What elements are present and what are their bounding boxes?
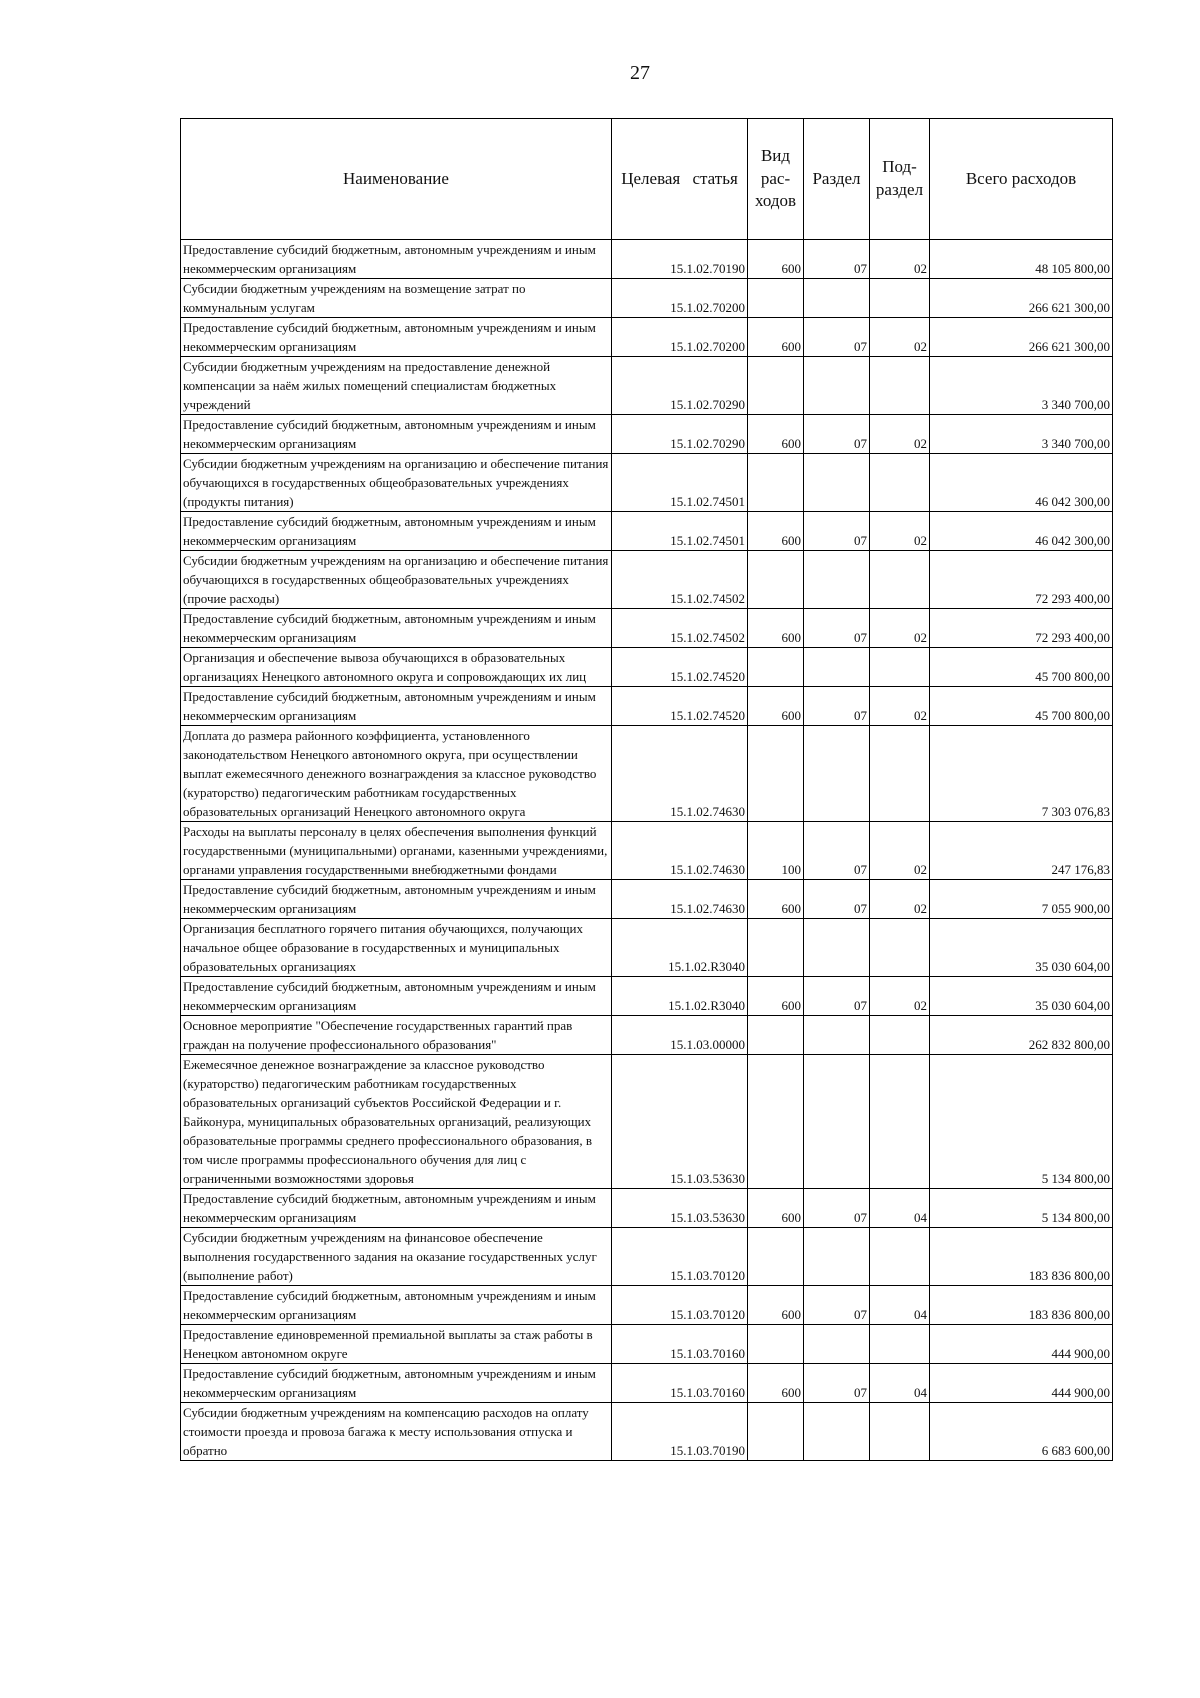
row-name: Расходы на выплаты персоналу в целях обеспечения выполнения функций государственными (муниципальными) органами, казенными учреждениями, органами управления государственными внебюджетными фондами [181,822,612,880]
row-name: Ежемесячное денежное вознаграждение за классное руководство (кураторство) педагогическим работникам государственных образовательных организаций субъектов Российской Федерации и г. Байконура, муниципальных образовательных организаций, реализующих образовательные программы среднего профессионального образования, в том числе программы профессионального обучения для лиц с ограниченными возможностями здоровья [181,1055,612,1189]
table-row [181,357,1113,415]
table-body [181,240,1113,1461]
header-expense-kind: Вид рас- ходов [748,119,804,240]
row-subsection: 02 [870,977,930,1016]
row-section: 07 [804,1189,870,1228]
row-name: Предоставление субсидий бюджетным, автономным учреждениям и иным некоммерческим организациям [181,687,612,726]
row-subsection: 04 [870,1364,930,1403]
row-target-code: 15.1.02.70200 [612,318,748,357]
table-row [181,880,1113,919]
row-subsection [870,1325,930,1364]
row-subsection [870,1228,930,1286]
row-total: 183 836 800,00 [930,1228,1113,1286]
row-target-code: 15.1.03.00000 [612,1016,748,1055]
row-total: 183 836 800,00 [930,1286,1113,1325]
row-name: Основное мероприятие "Обеспечение государственных гарантий прав граждан на получение профессионального образования" [181,1016,612,1055]
table-row [181,977,1113,1016]
row-subsection [870,648,930,687]
row-name: Предоставление субсидий бюджетным, автономным учреждениям и иным некоммерческим организациям [181,318,612,357]
row-expense-kind: 600 [748,512,804,551]
row-subsection: 02 [870,687,930,726]
header-total: Всего расходов [930,119,1113,240]
row-total: 444 900,00 [930,1364,1113,1403]
row-expense-kind [748,726,804,822]
row-total: 45 700 800,00 [930,687,1113,726]
row-section: 07 [804,240,870,279]
row-section [804,1228,870,1286]
row-name: Предоставление субсидий бюджетным, автономным учреждениям и иным некоммерческим организациям [181,240,612,279]
row-target-code: 15.1.02.70190 [612,240,748,279]
row-expense-kind [748,279,804,318]
row-expense-kind: 600 [748,687,804,726]
row-name: Предоставление единовременной премиальной выплаты за стаж работы в Ненецком автономном округе [181,1325,612,1364]
row-name: Предоставление субсидий бюджетным, автономным учреждениям и иным некоммерческим организациям [181,512,612,551]
row-target-code: 15.1.02.70290 [612,415,748,454]
row-target-code: 15.1.02.74502 [612,609,748,648]
row-target-code: 15.1.03.53630 [612,1055,748,1189]
row-section: 07 [804,1364,870,1403]
row-expense-kind [748,357,804,415]
row-expense-kind [748,1325,804,1364]
table-row [181,318,1113,357]
row-total: 247 176,83 [930,822,1113,880]
row-section: 07 [804,880,870,919]
row-name: Предоставление субсидий бюджетным, автономным учреждениям и иным некоммерческим организациям [181,977,612,1016]
table-row [181,726,1113,822]
row-section: 07 [804,318,870,357]
row-subsection [870,357,930,415]
row-total: 46 042 300,00 [930,512,1113,551]
row-section: 07 [804,977,870,1016]
table-row [181,1364,1113,1403]
row-subsection [870,551,930,609]
row-expense-kind: 600 [748,1286,804,1325]
row-target-code: 15.1.03.70190 [612,1403,748,1461]
row-target-code: 15.1.03.70120 [612,1228,748,1286]
row-total: 266 621 300,00 [930,279,1113,318]
table-row [181,415,1113,454]
row-section: 07 [804,822,870,880]
row-section [804,551,870,609]
row-name: Предоставление субсидий бюджетным, автономным учреждениям и иным некоммерческим организациям [181,609,612,648]
row-subsection [870,919,930,977]
header-section: Раздел [804,119,870,240]
row-target-code: 15.1.02.R3040 [612,919,748,977]
table-row [181,1228,1113,1286]
table-row [181,454,1113,512]
row-section [804,726,870,822]
row-name: Субсидии бюджетным учреждениям на финансовое обеспечение выполнения государственного задания на оказание государственных услуг (выполнение работ) [181,1228,612,1286]
row-total: 72 293 400,00 [930,551,1113,609]
row-name: Субсидии бюджетным учреждениям на возмещение затрат по коммунальным услугам [181,279,612,318]
row-section: 07 [804,415,870,454]
row-total: 5 134 800,00 [930,1055,1113,1189]
row-subsection [870,1016,930,1055]
row-name: Предоставление субсидий бюджетным, автономным учреждениям и иным некоммерческим организациям [181,415,612,454]
row-total: 46 042 300,00 [930,454,1113,512]
row-total: 35 030 604,00 [930,977,1113,1016]
table-row [181,279,1113,318]
row-section: 07 [804,1286,870,1325]
row-total: 45 700 800,00 [930,648,1113,687]
page-number: 27 [630,62,650,84]
table-row [181,919,1113,977]
row-subsection: 02 [870,512,930,551]
table-row [181,1055,1113,1189]
row-expense-kind: 600 [748,609,804,648]
table-row [181,687,1113,726]
row-section: 07 [804,687,870,726]
table-row [181,609,1113,648]
row-name: Предоставление субсидий бюджетным, автономным учреждениям и иным некоммерческим организациям [181,1189,612,1228]
header-name: Наименование [181,119,612,240]
row-expense-kind [748,551,804,609]
row-expense-kind [748,1055,804,1189]
table-row [181,822,1113,880]
row-total: 266 621 300,00 [930,318,1113,357]
row-name: Организация бесплатного горячего питания обучающихся, получающих начальное общее образование в государственных и муниципальных образовательных организациях [181,919,612,977]
row-subsection: 04 [870,1189,930,1228]
row-target-code: 15.1.03.70120 [612,1286,748,1325]
row-subsection: 02 [870,318,930,357]
row-section [804,279,870,318]
row-target-code: 15.1.03.53630 [612,1189,748,1228]
row-section [804,1403,870,1461]
row-total: 5 134 800,00 [930,1189,1113,1228]
row-name: Предоставление субсидий бюджетным, автономным учреждениям и иным некоммерческим организациям [181,880,612,919]
row-total: 72 293 400,00 [930,609,1113,648]
row-expense-kind [748,454,804,512]
row-name: Субсидии бюджетным учреждениям на организацию и обеспечение питания обучающихся в государственных общеобразовательных учреждениях (продукты питания) [181,454,612,512]
row-target-code: 15.1.02.70200 [612,279,748,318]
row-subsection [870,1403,930,1461]
row-section [804,357,870,415]
row-expense-kind: 600 [748,880,804,919]
row-expense-kind [748,919,804,977]
header-target-article: Целевая статья [612,119,748,240]
row-expense-kind: 600 [748,1189,804,1228]
table-row [181,1325,1113,1364]
row-expense-kind: 600 [748,1364,804,1403]
row-section: 07 [804,609,870,648]
row-target-code: 15.1.02.74520 [612,687,748,726]
row-target-code: 15.1.02.74630 [612,880,748,919]
row-target-code: 15.1.02.74502 [612,551,748,609]
row-expense-kind: 100 [748,822,804,880]
row-section: 07 [804,512,870,551]
row-total: 7 055 900,00 [930,880,1113,919]
row-name: Доплата до размера районного коэффициента, установленного законодательством Ненецкого автономного округа, при осуществлении выплат ежемесячного денежного вознаграждения за классное руководство (кураторство) педагогическим работникам государственных образовательных организаций Ненецкого автономного округа [181,726,612,822]
table-row [181,648,1113,687]
row-target-code: 15.1.02.74501 [612,454,748,512]
row-target-code: 15.1.03.70160 [612,1325,748,1364]
row-expense-kind: 600 [748,318,804,357]
header-subsection: Под- раздел [870,119,930,240]
row-total: 35 030 604,00 [930,919,1113,977]
row-target-code: 15.1.02.74501 [612,512,748,551]
row-name: Предоставление субсидий бюджетным, автономным учреждениям и иным некоммерческим организациям [181,1364,612,1403]
row-name: Субсидии бюджетным учреждениям на компенсацию расходов на оплату стоимости проезда и провоза багажа к месту использования отпуска и обратно [181,1403,612,1461]
row-expense-kind: 600 [748,415,804,454]
table-row [181,240,1113,279]
row-section [804,1016,870,1055]
row-subsection [870,454,930,512]
row-total: 262 832 800,00 [930,1016,1113,1055]
row-target-code: 15.1.03.70160 [612,1364,748,1403]
row-subsection: 02 [870,415,930,454]
row-subsection [870,1055,930,1189]
row-target-code: 15.1.02.R3040 [612,977,748,1016]
table-row [181,551,1113,609]
table-row [181,1403,1113,1461]
row-name: Субсидии бюджетным учреждениям на предоставление денежной компенсации за наём жилых помещений специалистам бюджетных учреждений [181,357,612,415]
row-expense-kind: 600 [748,977,804,1016]
table-row [181,1016,1113,1055]
row-target-code: 15.1.02.70290 [612,357,748,415]
row-target-code: 15.1.02.74630 [612,822,748,880]
row-subsection: 02 [870,240,930,279]
row-expense-kind: 600 [748,240,804,279]
row-subsection [870,279,930,318]
row-subsection: 02 [870,609,930,648]
row-section [804,1325,870,1364]
row-target-code: 15.1.02.74630 [612,726,748,822]
row-section [804,648,870,687]
row-subsection: 04 [870,1286,930,1325]
row-name: Организация и обеспечение вывоза обучающихся в образовательных организациях Ненецкого автономного округа и сопровождающих их лиц [181,648,612,687]
budget-table [180,118,1113,1461]
row-target-code: 15.1.02.74520 [612,648,748,687]
row-subsection: 02 [870,822,930,880]
table-row [181,1286,1113,1325]
row-name: Предоставление субсидий бюджетным, автономным учреждениям и иным некоммерческим организациям [181,1286,612,1325]
row-section [804,1055,870,1189]
row-total: 6 683 600,00 [930,1403,1113,1461]
header-row [181,119,1113,240]
row-total: 48 105 800,00 [930,240,1113,279]
table-row [181,512,1113,551]
row-total: 444 900,00 [930,1325,1113,1364]
row-expense-kind [748,1228,804,1286]
row-section [804,919,870,977]
row-expense-kind [748,648,804,687]
row-section [804,454,870,512]
row-expense-kind [748,1403,804,1461]
table-row [181,1189,1113,1228]
row-name: Субсидии бюджетным учреждениям на организацию и обеспечение питания обучающихся в государственных общеобразовательных учреждениях (прочие расходы) [181,551,612,609]
row-total: 3 340 700,00 [930,415,1113,454]
row-subsection [870,726,930,822]
row-subsection: 02 [870,880,930,919]
row-total: 3 340 700,00 [930,357,1113,415]
row-total: 7 303 076,83 [930,726,1113,822]
row-expense-kind [748,1016,804,1055]
